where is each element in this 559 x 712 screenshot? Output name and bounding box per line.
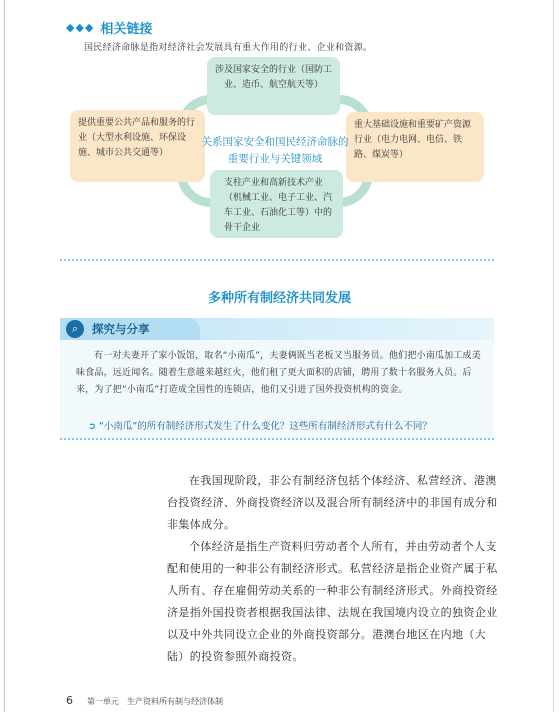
diagram-box-national-security: 涉及国家安全的行业（国防工业、造币、航空航天等） (207, 57, 340, 115)
diagram-box-infrastructure: 重大基础设施和重要矿产资源行业（电力电网、电信、铁路、煤炭等） (346, 112, 484, 182)
body-paragraph-1: 在我国现阶段，非公有制经济包括个体经济、私营经济、港澳台投资经济、外商投资经济以及混合所有制经济中的非国有成分和非集体成分。 (167, 474, 498, 531)
related-links-header (66, 18, 152, 37)
diagram-center-label: 关系国家安全和国民经济命脉的重要行业与关键领域 (201, 136, 349, 165)
arrow-bullet-icon: ➲ (88, 421, 96, 432)
explore-paragraph: 有一对夫妻开了家小饭馆，取名“小南瓜”，夫妻俩既当老板又当服务员。他们把小南瓜加工成美味食品，远近闻名。随着生意越来越红火，他们租了更大面积的店铺，聘用了数十名服务人员。后来，为了把“小南瓜”打造成全国性的连锁店，他们又引进了国外投资机构的资金。 (76, 351, 481, 395)
page-footer (66, 694, 223, 707)
diagram-box-pillar-industries: 支柱产业和高新技术产业（机械工业、电子工业、汽车工业、石油化工等）中的骨干企业 (210, 170, 343, 238)
related-links-title: 相关链接 (100, 22, 153, 37)
page-number: 6 (66, 694, 73, 707)
page-edge-left (4, 0, 5, 712)
body-paragraph-2: 个体经济是指生产资料归劳动者个人所有，并由劳动者个人支配和使用的一种非公有制经济形式。私营经济是指企业资产属于私人所有、存在雇佣劳动关系的一种非公有制经济形式。外商投资经济是指外国投资者根据我国法律、法规在我国境内设立的独资企业以及中外共同设立企业的外商投资部分。港澳台地区在内地（大陆）的投资参照外商投资。 (167, 540, 498, 663)
chapter-title: 第一单元 生产资料所有制与经济体制 (87, 697, 223, 706)
diagram-box-public-services: 提供重要公共产品和服务的行业（大型水利设施、环保设施、城市公共交通等） (70, 110, 205, 182)
related-links-intro: 国民经济命脉是指对经济社会发展具有重大作用的行业、企业和资源。 (84, 43, 373, 53)
explore-question-text: “小南瓜”的所有制经济形式发生了什么变化？这些所有制经济形式有什么不同？ (98, 421, 432, 432)
explore-title: 探究与分享 (92, 322, 150, 336)
section-divider (60, 259, 494, 261)
page-edge-right (553, 0, 554, 712)
section-title: 多种所有制经济共同发展 (207, 291, 351, 306)
diamond-bullets-icon: ◆◆◆ (66, 21, 95, 34)
explore-question (88, 418, 432, 432)
magnifier-icon: ⌕ (66, 320, 84, 338)
